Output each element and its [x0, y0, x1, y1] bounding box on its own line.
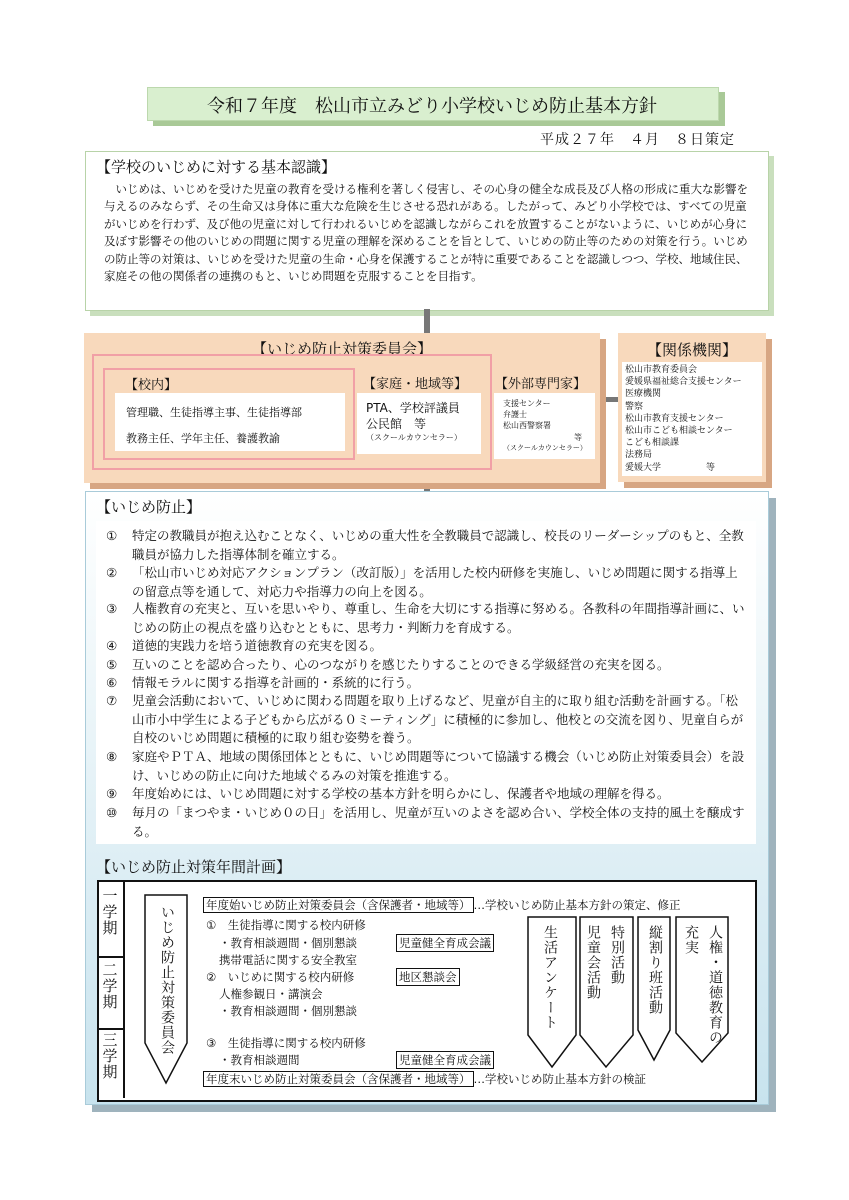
term-2: 二学期 [97, 958, 125, 1030]
family-note: （スクールカウンセラー） [366, 433, 462, 442]
committee-heading: 【いじめ防止対策委員会】 [251, 340, 432, 358]
term-1: 一学期 [97, 882, 125, 958]
t2-line2: 人権参観日・講演会 [219, 987, 323, 1001]
prevention-item: ② 「松山市いじめ対応アクションプラン（改訂版）」を活用した校内研修を実施し、いじめ問題に関する指導上の留意点等を通して、対応力や指導力の向上を図る。 [106, 565, 738, 599]
family-line2: 公民館 等 [366, 417, 427, 431]
connector-top [424, 309, 430, 334]
t1-youth-council-box: 児童健全育成会議 [396, 934, 494, 952]
prevention-heading: 【いじめ防止】 [96, 498, 202, 516]
t1-line1: ① 生徒指導に関する校内研修 [206, 918, 366, 932]
agency-item: 法務局 [625, 450, 653, 461]
t3-line1: ③ 生徒指導に関する校内研修 [206, 1036, 366, 1050]
basic-recognition-heading: 【学校のいじめに対する基本認識】 [96, 158, 337, 176]
plan-end-row [203, 1071, 646, 1087]
experts-item: 支援センター [503, 399, 551, 408]
start-committee-note: …学校いじめ防止基本方針の策定、修正 [473, 898, 681, 912]
t1-line2: ・教育相談週間・個別懇談 [219, 936, 357, 950]
family-heading: 【家庭・地域等】 [363, 377, 468, 392]
prevention-item: ⑥ 情報モラルに関する指導を計画的・系統的に行う。 [106, 675, 420, 690]
t3-line2: ・教育相談週間 [219, 1053, 300, 1067]
agency-item: 松山市こども相談センター [625, 426, 733, 437]
prevention-item: ③ 人権教育の充実と、互いを思いやり、尊重し、生命を大切にする指導に努める。各教科の年間指導計画に、いじめの防止の視点を盛り込むとともに、思考力・判断力を育成する。 [106, 601, 745, 635]
prevention-item: ⑤ 互いのことを認め合ったり、心のつながりを感じたりすることのできる学級経営の充実を図る。 [106, 657, 670, 672]
experts-item: 松山西警察署 [503, 421, 551, 430]
prevention-item: ⑩ 毎月の「まつやま・いじめ０の日」を活用し、児童が互いのよさを認め合い、学校全体の支持的風土を醸成する。 [106, 805, 745, 839]
end-committee-box: 年度末いじめ防止対策委員会（含保護者・地域等） [203, 1071, 474, 1087]
page-title: 令和７年度 松山市立みどり小学校いじめ防止基本方針 [207, 96, 657, 117]
prevention-item: ⑧ 家庭やＰＴＡ、地域の関係団体とともに、いじめ問題等について協議する機会（いじめ防止対策委員会）を設け、いじめの防止に向けた地域ぐるみの対策を推進する。 [106, 749, 745, 783]
agency-item: こども相談課 [625, 438, 680, 449]
school-heading: 【校内】 [125, 378, 178, 393]
activity-human-rights-cont: 充実 [683, 925, 699, 955]
agencies-heading: 【関係機関】 [646, 341, 737, 359]
agency-item: 愛媛大学 等 [625, 462, 716, 473]
t2-line1: ② いじめに関する校内研修 [206, 970, 355, 984]
start-committee-box: 年度始いじめ防止対策委員会（含保護者・地域等） [203, 897, 474, 913]
activity-student-council: 児童会活動 [585, 925, 601, 1000]
experts-etc: 等 [574, 433, 582, 442]
experts-item: 弁護士 [503, 410, 527, 419]
family-line1: PTA、学校評議員 [366, 401, 460, 415]
t3-youth-council-box: 児童健全育成会議 [396, 1051, 494, 1069]
activity-human-rights: 人権・道徳教育の [707, 925, 723, 1045]
activity-vertical-groups: 縦割り班活動 [647, 925, 663, 1015]
committee-arrow-label: いじめ防止対策委員会 [159, 905, 175, 1055]
prevention-item: ⑨ 年度始めには、いじめ問題に対する学校の基本方針を明らかにし、保護者や地域の理解を得る。 [106, 786, 670, 801]
basic-recognition-text: いじめは、いじめを受けた児童の教育を受ける権利を著しく侵害し、その心身の健全な成長及び人格の形成に重大な影響を与えるのみならず、その生命又は身体に重大な危険を生じさせる恐れがある。したがって、みどり小学校では、すべての児童がいじめを行わず、及び他の児童に対して行われるいじめを認識しながらこれを放置することがないように、いじめが心身に及ぼす影響その他のいじめの問題に関する児童の理解を深めることを旨として、いじめの防止等のための対策を行う。いじめの防止等の対策は、いじめを受けた児童の生命・心身を保護することが特に重要であることを認識しつつ、学校、地域住民、家庭その他の関係者の連携のもと、いじめ問題を克服することを目指す。 [104, 182, 748, 284]
t1-line3: 携帯電話に関する安全教室 [219, 953, 357, 967]
prevention-item: ④ 道徳的実践力を培う道徳教育の充実を図る。 [106, 638, 383, 653]
school-members-line2: 教務主任、学年主任、養護教諭 [126, 432, 280, 445]
established-date: 平成２７年 ４月 ８日策定 [540, 132, 735, 148]
activity-special: 特別活動 [609, 925, 625, 985]
agency-item: 愛媛県福祉総合支援センター [625, 377, 742, 388]
connector-agencies [600, 397, 619, 402]
plan-heading: 【いじめ防止対策年間計画】 [96, 858, 292, 876]
experts-note: （スクールカウンセラー） [503, 444, 587, 452]
agencies-list [625, 364, 742, 474]
t2-line3: ・教育相談週間・個別懇談 [219, 1004, 357, 1018]
plan-start-row [203, 897, 681, 913]
experts-heading: 【外部専門家】 [495, 377, 587, 392]
term-3: 三学期 [97, 1030, 125, 1098]
school-members-line1: 管理職、生徒指導主事、生徒指導部 [126, 406, 302, 419]
agency-item: 松山市教育委員会 [625, 365, 698, 375]
agency-item: 警察 [625, 401, 644, 412]
activity-survey: 生活アンケート [542, 925, 558, 1030]
prevention-item: ⑦ 児童会活動において、いじめに関わる問題を取り上げるなど、児童が自主的に取り組む活動を計画する。「松山市小中学生による子どもから広がる０ミーティング」に積極的に参加し、他校との交流を図り、児童自らが自校のいじめ問題に積極的に取り組む姿勢を養う。 [106, 693, 744, 745]
agency-item: 医療機関 [625, 389, 662, 400]
experts-list [503, 398, 551, 431]
prevention-item: ① 特定の教職員が抱え込むことなく、いじめの重大性を全教職員で認識し、校長のリーダーシップのもと、全教職員が協力した指導体制を確立する。 [106, 528, 744, 562]
t2-district-meeting-box: 地区懇談会 [396, 968, 460, 986]
agency-item: 松山市教育支援センター [625, 413, 724, 424]
end-committee-note: …学校いじめ防止基本方針の検証 [473, 1072, 646, 1086]
